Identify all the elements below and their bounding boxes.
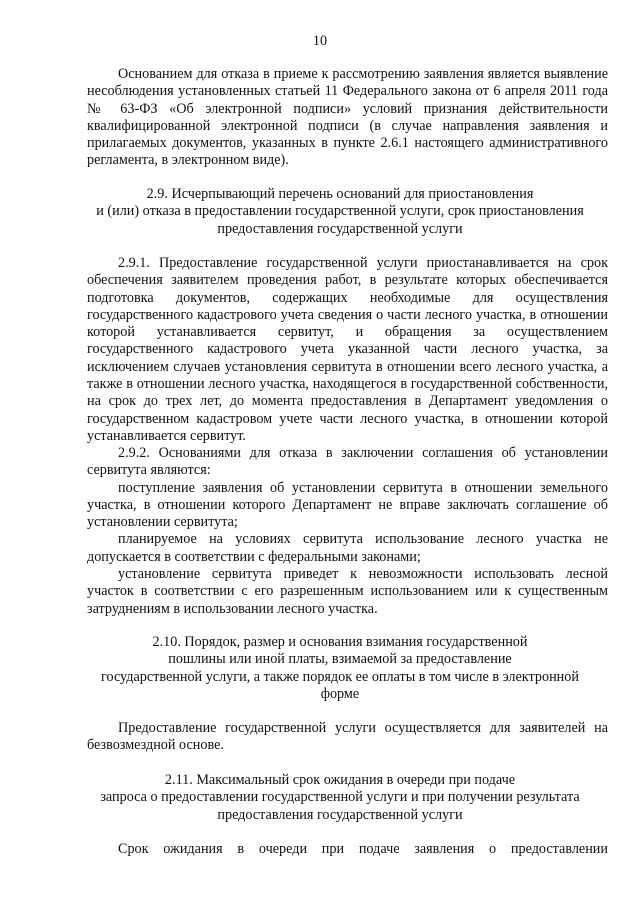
- list-item: поступление заявления об установлении сервитута в отношении земельного участка, в отношении которого Департамент не вправе заключать соглашение об установлении сервитута;: [87, 479, 608, 531]
- paragraph-text: Основанием для отказа в приеме к рассмотрению заявления является выявление несоблюдения установленных статьей 11 Федерального закона от 6 апреля 2011 года № 63-ФЗ «Об электронной подписи» условий признания действительности квалифицированной электронной подписи (в случае направления заявления и прилагаемых документов, указанных в пункте 2.6.1 настоящего административного регламента, в электронном виде).: [87, 66, 608, 169]
- heading-line: предоставления государственной услуги: [217, 220, 463, 237]
- paragraph-2-11-start: [87, 841, 608, 858]
- heading-line: 2.10. Порядок, размер и основания взимания государственной: [152, 634, 528, 650]
- list-item: установление сервитута приведет к невозможности использовать лесной участок в соответствии с его разрешенным использованием или к существенным затруднениям в использовании лесного участка.: [87, 566, 608, 617]
- paragraph-2-9-1: [87, 255, 608, 445]
- heading-line: предоставления государственной услуги: [217, 806, 463, 823]
- heading-line: пошлины или иной платы, взимаемой за предоставление: [168, 651, 512, 668]
- heading-line: форме: [320, 685, 360, 702]
- heading-line: запроса о предоставлении государственной услуги и при получении результата: [100, 789, 580, 806]
- heading-2-9: [60, 186, 620, 238]
- heading-line: государственной услуги, а также порядок ее оплаты в том числе в электронной: [101, 668, 579, 685]
- paragraph-text: Предоставление государственной услуги осуществляется для заявителей на безвозмездной основе.: [87, 720, 608, 754]
- paragraph-2-10: [87, 720, 608, 755]
- heading-2-11: [60, 772, 620, 824]
- list-item: планируемое на условиях сервитута использование лесного участка не допускается в соответствии с федеральными законами;: [87, 531, 608, 565]
- heading-line: и (или) отказа в предоставлении государственной услуги, срок приостановления: [96, 203, 584, 220]
- heading-2-10: [60, 634, 620, 703]
- paragraph-text: Срок ожидания в очереди при подаче заявления о предоставлении: [118, 841, 608, 857]
- heading-line: 2.11. Максимальный срок ожидания в очереди при подаче: [164, 772, 516, 788]
- paragraph-text: 2.9.2. Основаниями для отказа в заключении соглашения об установлении сервитута являются:: [87, 445, 608, 479]
- paragraph-2-9-2: [87, 445, 608, 618]
- page-number: 10: [312, 33, 328, 49]
- paragraph-text: 2.9.1. Предоставление государственной услуги приостанавливается на срок обеспечения заявителем проведения работ, в результате которых обеспечивается подготовка документов, содержащих необходимые для осуществления государственного кадастрового учета сведения о части лесного участка, в отношении которой устанавливается сервитут, и обращения за осуществлением государственного кадастрового учета указанной части лесного участка, за исключением случаев установления сервитута в отношении всего лесного участка, а также в отношении лесного участка, находящегося в государственной собственности, на срок до трех лет, до момента предоставления в Департамент уведомления о государственном кадастровом учете части лесного участка, в отношении которой устанавливается сервитут.: [87, 255, 608, 444]
- paragraph-refusal-grounds: [87, 66, 608, 170]
- heading-line: 2.9. Исчерпывающий перечень оснований для приостановления: [146, 186, 534, 202]
